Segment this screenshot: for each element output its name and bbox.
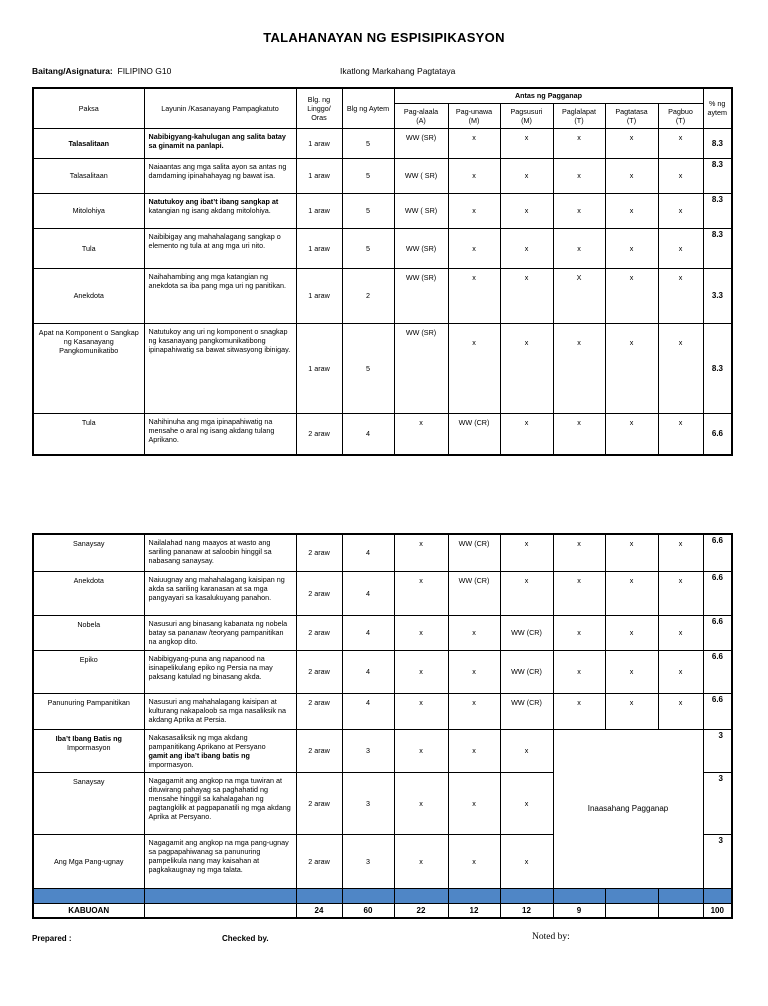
spec-table-part-1 bbox=[32, 87, 733, 456]
spec-table-part-2 bbox=[32, 533, 733, 919]
table-row: Iba’t Ibang Batis ng Impormasyon Nakasasaliksik ng mga akdang pampanitikang Aprikano at Persyano gamit ang iba’t ibang batis ng impormasyon. 2 araw 3 x x x Inaasahang Pagganap 3 bbox=[33, 729, 732, 772]
table-row: Nobela Nasusuri ang binasang kabanata ng nobela batay sa pananaw /teoryang pampanitikan na angkop dito. 2 araw 4 x x WW (CR) x x x 6.6 bbox=[33, 615, 732, 650]
header-row-1 bbox=[33, 88, 732, 103]
table-row: Anekdota Naiuugnay ang mahahalagang kaisipan ng akda sa sariling karanasan at sa mga pangyayari sa kasalukuyang panahon. 2 araw 4 x WW (CR) x x x x 6.6 bbox=[33, 571, 732, 615]
prepared-label: Prepared : bbox=[32, 934, 72, 943]
header-level: Pag-unawa (M) bbox=[448, 103, 500, 128]
table-row: Panunuring Pampanitikan Nasusuri ang mahahalagang kaisipan at kulturang nakapaloob sa mga nasaliksik na akdang Aprika at Persia. 2 araw 4 x x WW (CR) x x x 6.6 bbox=[33, 693, 732, 729]
header-level: Paglalapat (T) bbox=[553, 103, 605, 128]
header-layunin: Layunin /Kasanayang Pampagkatuto bbox=[144, 88, 296, 128]
total-row: KABUOAN 24 60 22 12 12 9 100 bbox=[33, 903, 732, 918]
header-linggo: Blg. ng Linggo/ Oras bbox=[296, 88, 342, 128]
checked-label: Checked by. bbox=[222, 934, 269, 943]
table-row: Tula Naibibigay ang mahahalagang sangkap o elemento ng tula at ang mga uri nito. 1 araw 5 WW (SR) x x x x x 8.3 bbox=[33, 228, 732, 268]
table-row: Tula Nahihinuha ang mga ipinapahiwatig na mensahe o aral ng isang akdang tulang Aprikano. 2 araw 4 x WW (CR) x x x x 6.6 bbox=[33, 413, 732, 455]
header-paksa: Paksa bbox=[33, 88, 144, 128]
header-level: Pagbuo (T) bbox=[658, 103, 703, 128]
table-row: Talasalitaan Naiaantas ang mga salita ayon sa antas ng damdaming ipinahahayag ng bawat isa. 1 araw 5 WW ( SR) x x x x x 8.3 bbox=[33, 158, 732, 193]
table-row: Apat na Komponent o Sangkap ng Kasanayang Pangkomunikatibo Natutukoy ang uri ng komponent o snagkap ng kasanayang pangkomunikatibong ipinapahiwatig sa bawat sitwasyong ibinigay. 1 araw 5 WW (SR) x x x x x 8.3 bbox=[33, 323, 732, 413]
header-antas: Antas ng Pagganap bbox=[394, 88, 703, 103]
table-row: Talasalitaan Nabibigyang-kahulugan ang salita batay sa ginamit na panlapi. 1 araw 5 WW (SR) x x x x x 8.3 bbox=[33, 128, 732, 158]
table-row: Sanaysay Nagagamit ang angkop na mga tuwiran at dituwirang pahayag sa paghahatid ng mensahe hinggil sa kahalagahan ng pagtangkilik at pagpapanatili ng mga akdang Aprika at Persyano. 2 araw 3 x x x 3 bbox=[33, 772, 732, 834]
noted-label: Noted by: bbox=[532, 932, 570, 942]
table-row: Sanaysay Nailalahad nang maayos at wasto ang sariling pananaw at saloobin hinggil sa nabasang sanaysay. 2 araw 4 x WW (CR) x x x x 6.6 bbox=[33, 534, 732, 571]
table-row: Ang Mga Pang-ugnay Nagagamit ang angkop na mga pang-ugnay sa pagpapahiwanag sa panunuring pampelikula nang may kaisahan at pagkakaugnay ng mga talata. 2 araw 3 x x x 3 bbox=[33, 834, 732, 888]
assessment-label: Ikatlong Markahang Pagtataya bbox=[340, 66, 456, 76]
subject-label: Baitang/Asignatura: bbox=[32, 66, 113, 76]
subject-line bbox=[32, 66, 171, 76]
header-level: Pag-alaala (A) bbox=[394, 103, 448, 128]
table-row: Mitolohiya Natutukoy ang ibat’t ibang sangkap at katangian ng isang akdang mitolohiya. 1 araw 5 WW ( SR) x x x x x 8.3 bbox=[33, 193, 732, 228]
total-label: KABUOAN bbox=[33, 903, 144, 918]
highlight-row bbox=[33, 888, 732, 903]
header-percent: % ng aytem bbox=[703, 88, 732, 128]
table-row: Anekdota Naihahambing ang mga katangian ng anekdota sa iba pang mga uri ng panitikan. 1 araw 2 WW (SR) x x X x x 3.3 bbox=[33, 268, 732, 323]
subject-value: FILIPINO G10 bbox=[117, 66, 172, 76]
document-title: TALAHANAYAN NG ESPISIPIKASYON bbox=[263, 30, 505, 45]
table-row: Epiko Nabibigyang-puna ang napanood na isinapelikulang epiko ng Persia na may paksang katulad ng binasang akda. 2 araw 4 x x WW (CR) x x x 6.6 bbox=[33, 650, 732, 693]
merged-note: Inaasahang Pagganap bbox=[553, 729, 703, 888]
header-aytem: Blg ng Aytem bbox=[342, 88, 394, 128]
header-level: Pagsusuri (M) bbox=[500, 103, 553, 128]
header-level: Pagtatasa (T) bbox=[605, 103, 658, 128]
